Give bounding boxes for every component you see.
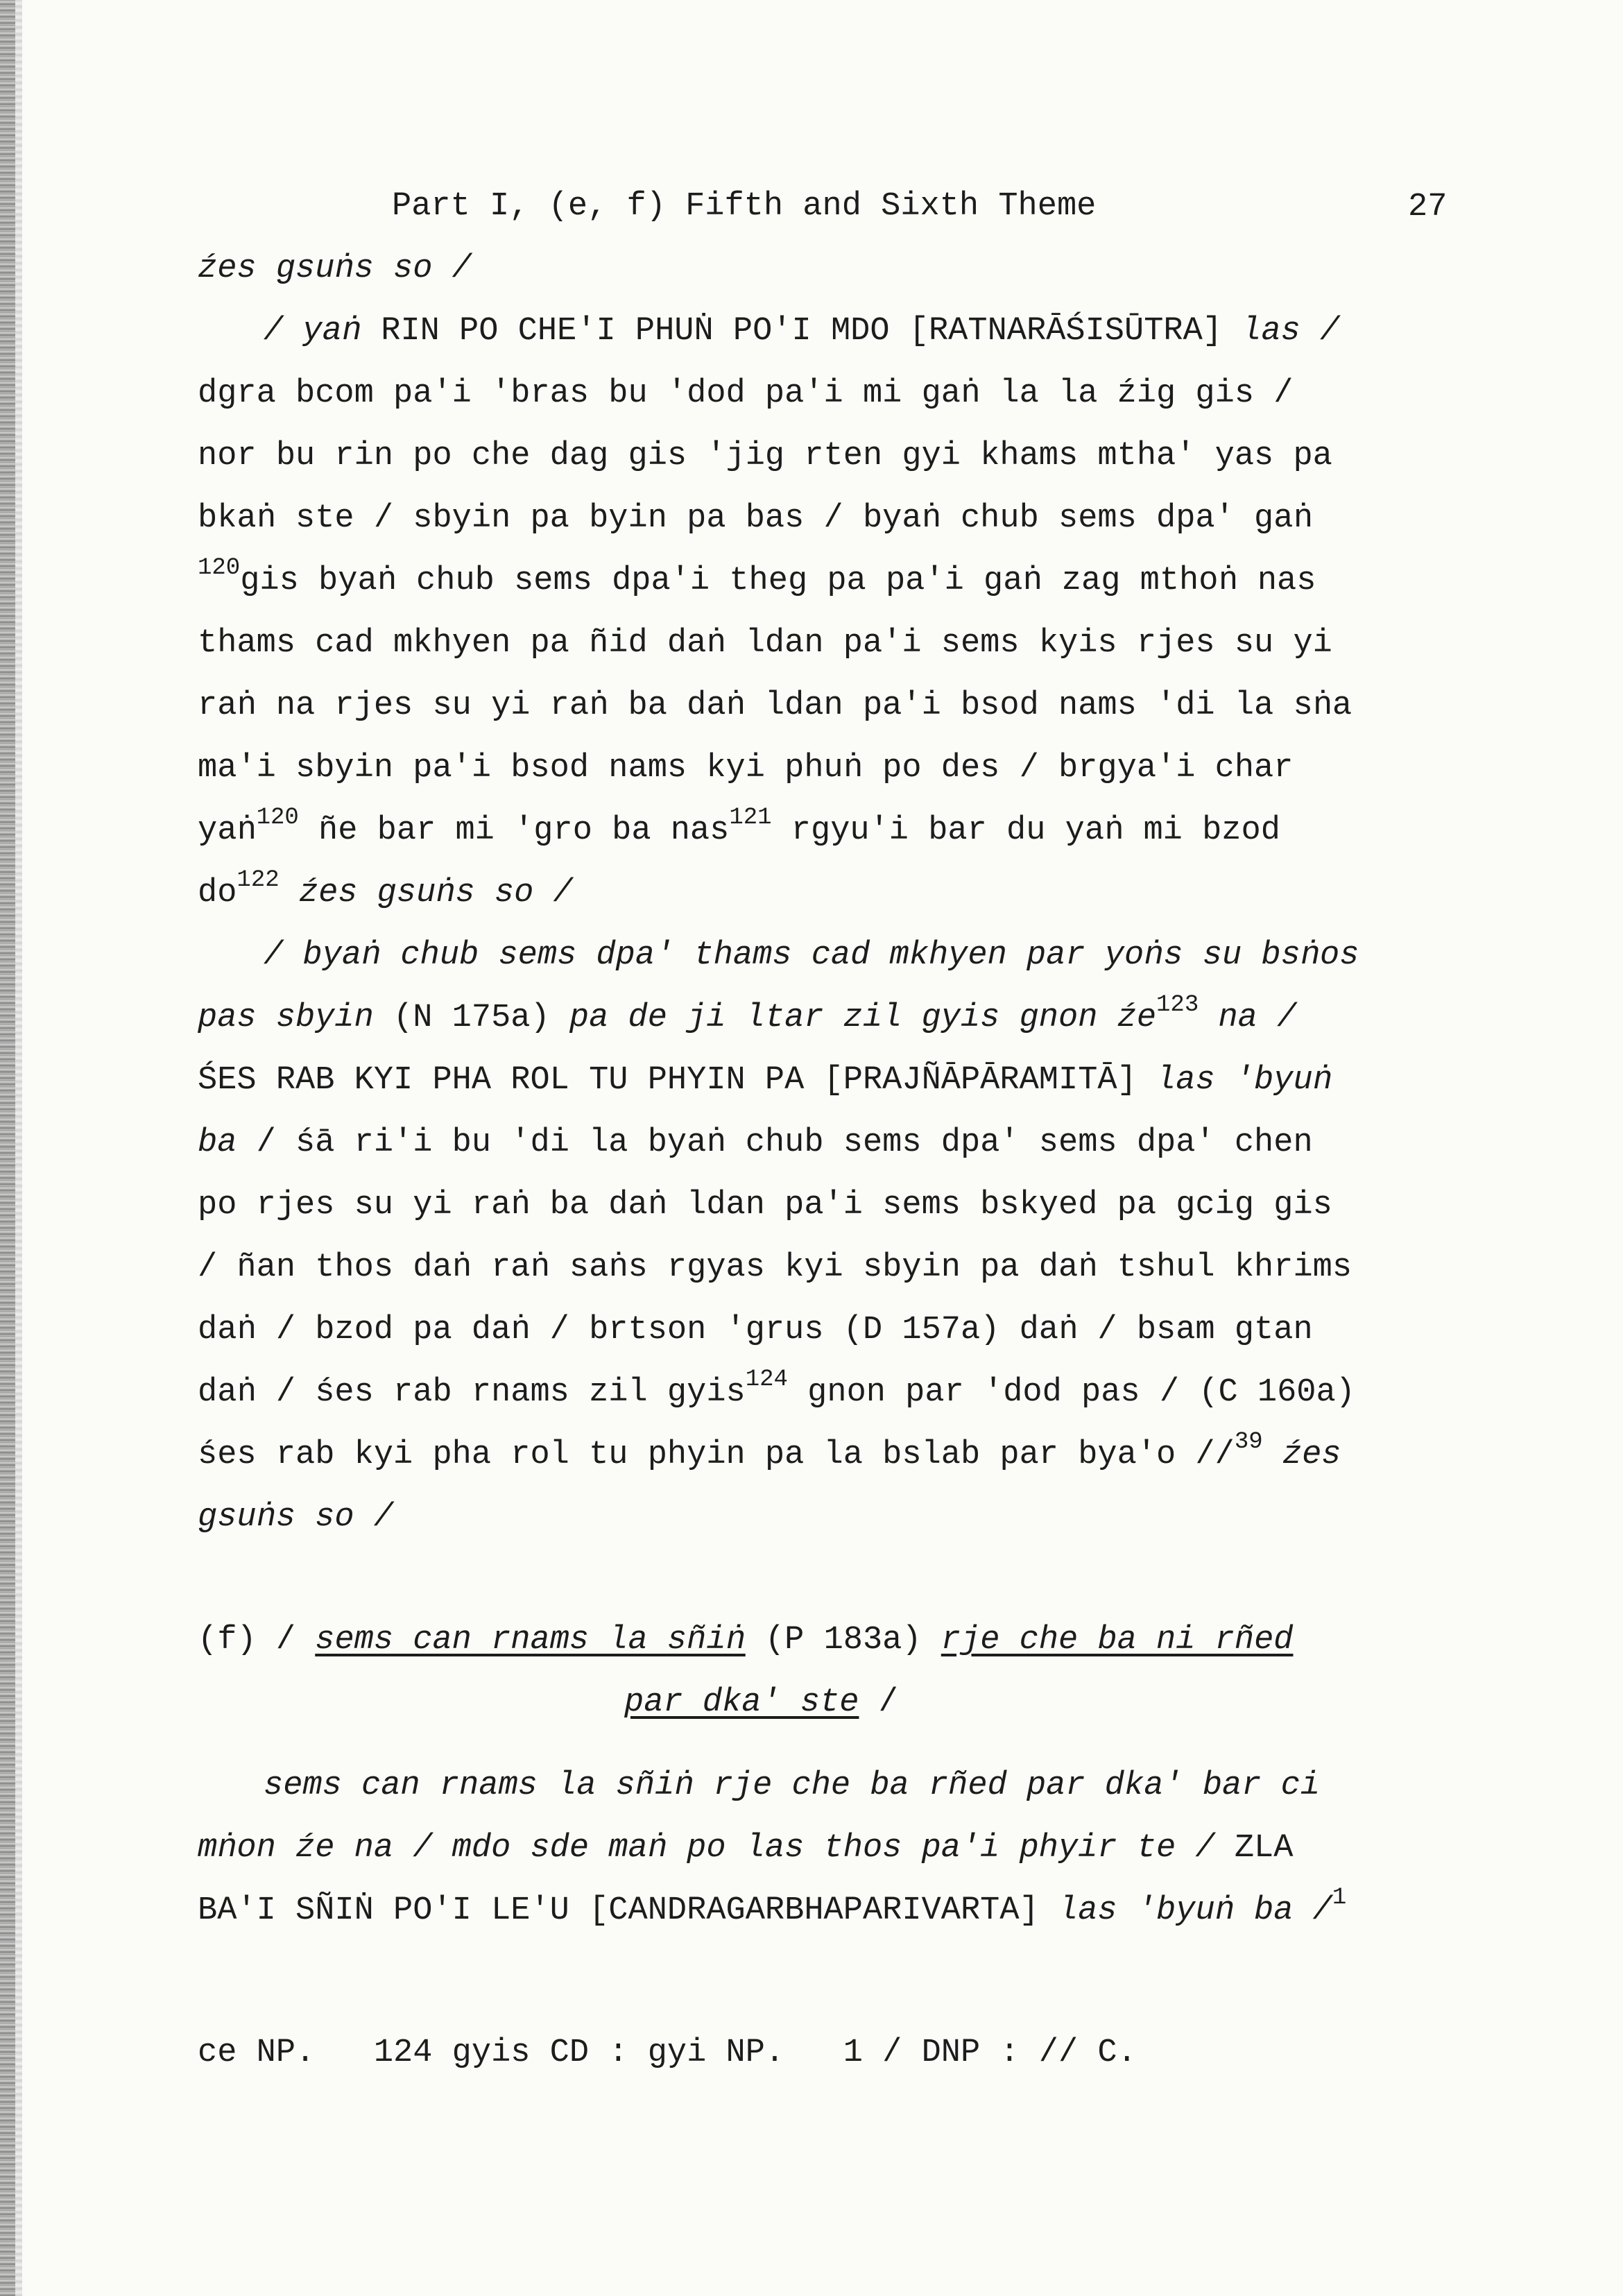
- text-line: $do^{122}$ źes gsuṅs so /: [198, 867, 573, 911]
- text-line: ma'i sbyin pa'i bsod nams kyi phuṅ po des / brgya'i char: [198, 750, 1294, 787]
- text-line: daṅ / bzod pa daṅ / brtson 'grus (D 157a) daṅ / bsam gtan: [198, 1312, 1313, 1348]
- text-line: yaṅ$^{120}$ ñe bar mi 'gro ba nas$^{121}$ rgyu'i bar du yaṅ mi bzod: [198, 805, 1280, 849]
- section-heading: (f) / sems can rnams la sñiṅ (P 183a) rje che ba ni rñed: [198, 1622, 1294, 1659]
- text-line: źes gsuṅs so /: [198, 250, 472, 287]
- footnote-ref: 1: [1332, 1885, 1347, 1911]
- text-line: ŚES RAB KYI PHA ROL TU PHYIN PA [PRAJÑĀPĀRAMITĀ] las 'byuṅ: [198, 1062, 1332, 1099]
- text-line: BA'I SÑIṄ PO'I LE'U [CANDRAGARBHAPARIVARTA] las 'byuṅ ba /$^1$: [198, 1885, 1347, 1929]
- scan-edge: [0, 0, 15, 2296]
- footnote-ref: 121: [729, 805, 772, 831]
- text-line: mṅon źe na / mdo sde maṅ po las thos pa'i phyir te / ZLA: [198, 1830, 1294, 1867]
- footnote-ref: 123: [1156, 992, 1199, 1018]
- text-line: śes rab kyi pha rol tu phyin pa la bslab par bya'o //$^{39}$ źes: [198, 1429, 1341, 1473]
- footnotes: ce NP. 124 gyis CD : gyi NP. 1 / DNP : // C.: [198, 2034, 1137, 2071]
- text-line: dgra bcom pa'i 'bras bu 'dod pa'i mi gaṅ la la źig gis /: [198, 375, 1294, 412]
- text-line: daṅ / śes rab rnams zil gyis$^{124}$ gnon par 'dod pas / (C 160a): [198, 1367, 1355, 1411]
- footnote-ref: 122: [237, 867, 280, 893]
- text-line: nor bu rin po che dag gis 'jig rten gyi khams mtha' yas pa: [198, 438, 1332, 474]
- text-line: bkaṅ ste / sbyin pa byin pa bas / byaṅ chub sems dpa' gaṅ: [198, 500, 1313, 537]
- text-line: po rjes su yi raṅ ba daṅ ldan pa'i sems bskyed pa gcig gis: [198, 1187, 1332, 1224]
- text-line: raṅ na rjes su yi raṅ ba daṅ ldan pa'i bsod nams 'di la sṅa: [198, 687, 1352, 724]
- text-line: $^{120}$gis byaṅ chub sems dpa'i theg pa pa'i gaṅ zag mthoṅ nas: [198, 555, 1316, 599]
- text-line: ba / śā ri'i bu 'di la byaṅ chub sems dpa' sems dpa' chen: [198, 1124, 1313, 1161]
- footnote-ref: 120: [198, 555, 241, 581]
- footnote-ref: 120: [256, 805, 299, 831]
- text-line: sems can rnams la sñiṅ rje che ba rñed par dka' bar ci: [264, 1767, 1321, 1804]
- text-line: / yaṅ RIN PO CHE'I PHUṄ PO'I MDO [RATNARĀŚISŪTRA] las /: [264, 313, 1340, 350]
- text-line: / byaṅ chub sems dpa' thams cad mkhyen par yoṅs su bsṅos: [264, 937, 1359, 974]
- footnote-ref: 39: [1234, 1429, 1263, 1455]
- running-title: Part I, (e, f) Fifth and Sixth Theme: [392, 188, 1097, 225]
- scan-edge-shadow: [15, 0, 22, 2296]
- page-number: 27: [1408, 189, 1448, 225]
- text-line: thams cad mkhyen pa ñid daṅ ldan pa'i sems kyis rjes su yi: [198, 625, 1332, 662]
- section-heading: par dka' ste /: [624, 1684, 898, 1721]
- text-line: pas sbyin (N 175a) pa de ji ltar zil gyis gnon $źe^{123}$ na /: [198, 992, 1297, 1036]
- footnote-ref: 124: [745, 1367, 788, 1393]
- text-line: / ñan thos daṅ raṅ saṅs rgyas kyi sbyin pa daṅ tshul khrims: [198, 1249, 1352, 1286]
- text-line: gsuṅs so /: [198, 1499, 394, 1536]
